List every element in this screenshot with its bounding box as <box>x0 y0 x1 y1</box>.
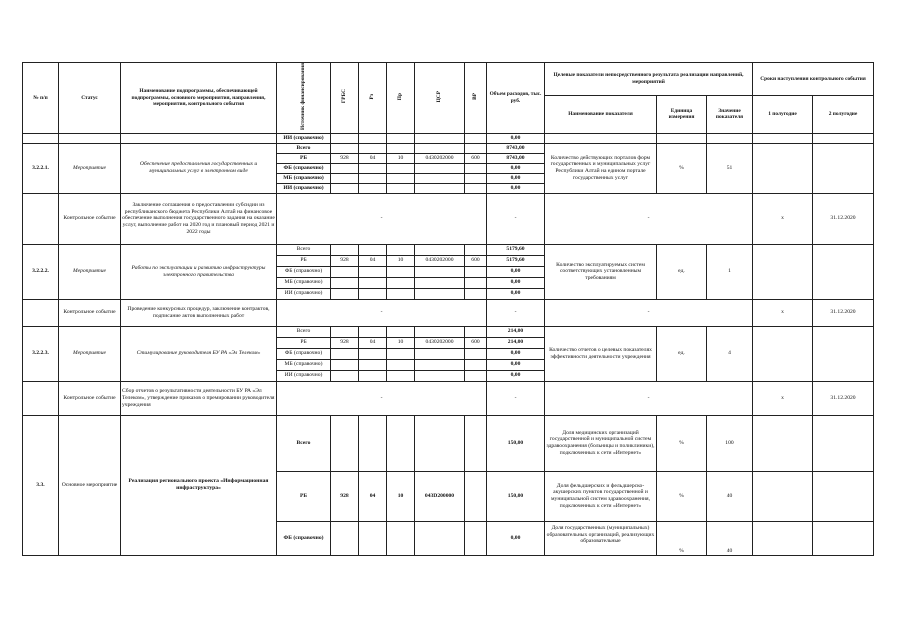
rz-cell <box>359 348 387 359</box>
volume-cell: 5179,60 <box>487 244 545 255</box>
target-unit: ед. <box>657 244 707 299</box>
volume-cell: 0,00 <box>487 183 545 193</box>
header-grbs-cell <box>331 63 359 134</box>
header-targets: Целевые показатели непосредственного результата реализации направлений, мероприятий <box>545 63 753 96</box>
source-cell: ФБ (справочно) <box>277 521 331 555</box>
pr-cell <box>387 266 415 277</box>
rz-cell <box>359 521 387 555</box>
header-volume: Объем расходов, тыс. руб. <box>487 63 545 134</box>
header-csr: ЦСР <box>436 90 443 103</box>
dash-cell: - <box>487 381 545 415</box>
half-1-cell <box>753 521 813 555</box>
half-1-cell <box>753 143 813 193</box>
header-target-name: Наименование показателя <box>545 96 657 134</box>
pr-cell <box>387 359 415 370</box>
source-cell: РБ <box>277 255 331 266</box>
source-cell: РБ <box>277 471 331 521</box>
rz-cell <box>359 370 387 381</box>
dash-cell: - <box>277 381 487 415</box>
half-1-cell: х <box>753 193 813 244</box>
volume-cell: 0,00 <box>487 163 545 173</box>
target-name: Доля государственных (муниципальных) образовательных организаций, реализующих образовательные <box>545 521 657 555</box>
volume-cell: 0,00 <box>487 359 545 370</box>
target-unit: % <box>657 143 707 193</box>
volume-cell: 214,00 <box>487 337 545 348</box>
header-rz: Рз <box>369 93 376 100</box>
pr-cell: 10 <box>387 255 415 266</box>
row-name: Реализация регионального проекта «Информационная инфраструктура» <box>121 415 277 555</box>
volume-cell: 0,00 <box>487 266 545 277</box>
volume-cell: 0,00 <box>487 173 545 183</box>
rz-cell <box>359 244 387 255</box>
header-num: № п/п <box>23 63 59 134</box>
vr-cell <box>465 143 487 153</box>
pr-cell <box>387 415 415 471</box>
half-1-cell <box>753 326 813 381</box>
rz-cell <box>359 143 387 153</box>
csr-cell <box>415 163 465 173</box>
vr-cell: 600 <box>465 153 487 163</box>
volume-cell: 214,00 <box>487 326 545 337</box>
row-number: 3.3. <box>23 415 59 555</box>
half-2-cell <box>813 415 874 471</box>
vr-cell <box>465 266 487 277</box>
header-target-value: Значение показателя <box>707 96 753 134</box>
pr-cell <box>387 163 415 173</box>
header-source-cell <box>277 63 331 134</box>
csr-cell <box>415 326 465 337</box>
half-2-cell <box>813 244 874 299</box>
target-value: 100 <box>707 415 753 471</box>
vr-cell <box>465 163 487 173</box>
csr-cell <box>415 521 465 555</box>
source-cell: ИИ (справочно) <box>277 133 331 143</box>
csr-cell: 0430202000 <box>415 153 465 163</box>
source-cell: РБ <box>277 153 331 163</box>
dash-cell: - <box>277 299 487 326</box>
rz-cell <box>359 163 387 173</box>
pr-cell <box>387 326 415 337</box>
vr-cell <box>465 370 487 381</box>
row-number: 3.2.2.1. <box>23 143 59 193</box>
table-row <box>23 244 874 255</box>
source-cell: ФБ (справочно) <box>277 348 331 359</box>
source-cell: ФБ (справочно) <box>277 163 331 173</box>
dash-cell: - <box>487 299 545 326</box>
grbs-cell <box>331 163 359 173</box>
vr-cell <box>465 244 487 255</box>
row-name: Заключение соглашения о предоставлении субсидии из республиканского бюджета Республики Алтай на финансовое обеспечение выполнения государственного задания на оказание услуг, выполнение работ на 2020 год и плановый период 2021 и 2022 годы <box>121 193 277 244</box>
half-1-cell <box>753 244 813 299</box>
row-status: Мероприятие <box>59 326 121 381</box>
csr-cell <box>415 415 465 471</box>
csr-cell <box>415 183 465 193</box>
vr-cell <box>465 183 487 193</box>
rz-cell <box>359 415 387 471</box>
pr-cell: 10 <box>387 337 415 348</box>
source-cell: МБ (справочно) <box>277 277 331 288</box>
grbs-cell: 928 <box>331 255 359 266</box>
pr-cell <box>387 244 415 255</box>
header-row-1 <box>23 63 874 96</box>
volume-cell: 150,00 <box>487 415 545 471</box>
source-cell: ИИ (справочно) <box>277 370 331 381</box>
grbs-cell <box>331 244 359 255</box>
target-value: 4 <box>707 326 753 381</box>
volume-cell: 0,00 <box>487 288 545 299</box>
volume-cell: 8743,00 <box>487 143 545 153</box>
vr-cell <box>465 326 487 337</box>
header-deadline: Сроки наступления контрольного события <box>753 63 874 96</box>
source-cell: РБ <box>277 337 331 348</box>
half-2-cell: 31.12.2020 <box>813 299 874 326</box>
vr-cell <box>465 415 487 471</box>
pr-cell <box>387 173 415 183</box>
header-vr-cell <box>465 63 487 134</box>
source-cell: Всего <box>277 244 331 255</box>
source-cell: Всего <box>277 415 331 471</box>
volume-cell: 150,00 <box>487 471 545 521</box>
budget-table-sheet <box>22 62 873 556</box>
rz-cell <box>359 359 387 370</box>
half-1-cell <box>753 471 813 521</box>
dash-cell: - <box>277 193 487 244</box>
half-2-cell <box>813 471 874 521</box>
row-number <box>23 193 59 244</box>
target-name: Количество отчетов о целевых показателях эффективности деятельности учреждения <box>545 326 657 381</box>
header-pr-cell <box>387 63 415 134</box>
table-row <box>23 415 874 471</box>
row-status: Мероприятие <box>59 143 121 193</box>
csr-cell <box>415 277 465 288</box>
row-status: Мероприятие <box>59 244 121 299</box>
row-name: Сбор отчетов о результативности деятельности БУ РА «Эл Телеком», утверждение приказов о премировании руководителя учреждения <box>121 381 277 415</box>
grbs-cell <box>331 183 359 193</box>
header-vr: ВР <box>472 93 479 100</box>
vr-cell: 600 <box>465 337 487 348</box>
csr-cell <box>415 359 465 370</box>
grbs-cell <box>331 415 359 471</box>
row-number <box>23 381 59 415</box>
csr-cell <box>415 143 465 153</box>
pr-cell <box>387 288 415 299</box>
rz-cell <box>359 277 387 288</box>
volume-cell: 0,00 <box>487 521 545 555</box>
vr-cell: 600 <box>465 255 487 266</box>
header-name: Наименование подпрограммы, обеспечивающей подпрограммы, основного мероприятия, направления, мероприятия, контрольного события <box>121 63 277 134</box>
row-number: 3.2.2.3. <box>23 326 59 381</box>
pr-cell <box>387 348 415 359</box>
volume-cell: 0,00 <box>487 348 545 359</box>
rz-cell <box>359 288 387 299</box>
csr-cell: 0430202000 <box>415 337 465 348</box>
row-status: Контрольное событие <box>59 299 121 326</box>
source-cell: Всего <box>277 326 331 337</box>
target-value: 1 <box>707 244 753 299</box>
vr-cell <box>465 173 487 183</box>
header-half-2: 2 полугодие <box>813 96 874 134</box>
row-number: 3.2.2.2. <box>23 244 59 299</box>
volume-cell: 0,00 <box>487 277 545 288</box>
grbs-cell <box>331 266 359 277</box>
control-event-row <box>23 299 874 326</box>
grbs-cell: 928 <box>331 337 359 348</box>
grbs-cell <box>331 370 359 381</box>
table-row <box>23 143 874 153</box>
csr-cell: 043D200000 <box>415 471 465 521</box>
row-status: Основное мероприятие <box>59 415 121 555</box>
grbs-cell <box>331 348 359 359</box>
control-event-row <box>23 381 874 415</box>
volume-cell: 0,00 <box>487 370 545 381</box>
grbs-cell <box>331 359 359 370</box>
header-grbs: ГРБС <box>341 89 348 104</box>
source-cell: МБ (справочно) <box>277 173 331 183</box>
pr-cell <box>387 370 415 381</box>
grbs-cell <box>331 521 359 555</box>
source-cell: ИИ (справочно) <box>277 288 331 299</box>
csr-cell <box>415 244 465 255</box>
source-cell: ФБ (справочно) <box>277 266 331 277</box>
rz-cell: 04 <box>359 471 387 521</box>
csr-cell <box>415 266 465 277</box>
rz-cell <box>359 173 387 183</box>
rz-cell: 04 <box>359 255 387 266</box>
row-number <box>23 299 59 326</box>
target-name: Доля фельдшерских и фельдшерско-акушерских пунктов государственной и муниципальной систем здравоохранения, подключенных к сети «Интернет» <box>545 471 657 521</box>
vr-cell <box>465 521 487 555</box>
row-name: Стимулирование руководителя БУ РА «Эл Телеком» <box>121 326 277 381</box>
grbs-cell: 928 <box>331 471 359 521</box>
half-2-cell <box>813 326 874 381</box>
grbs-cell: 928 <box>331 153 359 163</box>
target-name: Количество действующих порталов форм государственных и муниципальных услуг Республики Алтай на едином портале государственных услуг <box>545 143 657 193</box>
volume-cell: 0,00 <box>487 133 545 143</box>
pr-cell <box>387 521 415 555</box>
rz-cell: 04 <box>359 337 387 348</box>
dash-cell: - <box>545 299 753 326</box>
target-unit: % <box>657 521 707 555</box>
csr-cell: 0430202000 <box>415 255 465 266</box>
table-row <box>23 326 874 337</box>
pr-cell: 10 <box>387 153 415 163</box>
header-status: Статус <box>59 63 121 134</box>
row-name: Работы по эксплуатации и развитию инфраструктуры электронного правительства <box>121 244 277 299</box>
rz-cell <box>359 266 387 277</box>
target-unit: ед. <box>657 326 707 381</box>
vr-cell <box>465 348 487 359</box>
csr-cell <box>415 348 465 359</box>
row-name: Проведение конкурсных процедур, заключение контрактов, подписание актов выполненных работ <box>121 299 277 326</box>
pr-cell <box>387 277 415 288</box>
csr-cell <box>415 288 465 299</box>
pr-cell: 10 <box>387 471 415 521</box>
row-name: Обеспечение предоставления государственных и муниципальных услуг в электронном виде <box>121 143 277 193</box>
grbs-cell <box>331 173 359 183</box>
program-measures-table <box>22 62 874 556</box>
source-cell: МБ (справочно) <box>277 359 331 370</box>
header-half-1: 1 полугодие <box>753 96 813 134</box>
vr-cell <box>465 288 487 299</box>
target-unit: % <box>657 471 707 521</box>
pr-cell <box>387 143 415 153</box>
row-status: Контрольное событие <box>59 193 121 244</box>
target-unit: % <box>657 415 707 471</box>
half-1-cell <box>753 415 813 471</box>
header-rz-cell <box>359 63 387 134</box>
vr-cell <box>465 471 487 521</box>
source-cell: ИИ (справочно) <box>277 183 331 193</box>
grbs-cell <box>331 326 359 337</box>
dash-cell: - <box>487 193 545 244</box>
half-2-cell: 31.12.2020 <box>813 193 874 244</box>
dash-cell: - <box>545 381 753 415</box>
csr-cell <box>415 173 465 183</box>
control-event-row <box>23 193 874 244</box>
half-2-cell: 31.12.2020 <box>813 381 874 415</box>
volume-cell: 5179,60 <box>487 255 545 266</box>
half-1-cell: х <box>753 381 813 415</box>
pr-cell <box>387 183 415 193</box>
volume-cell: 8743,00 <box>487 153 545 163</box>
target-name: Доля медицинских организаций государственной и муниципальной систем здравоохранения (больницы и поликлиники), подключенных к сети «Интернет» <box>545 415 657 471</box>
target-value: 40 <box>707 471 753 521</box>
half-2-cell <box>813 143 874 193</box>
half-2-cell <box>813 521 874 555</box>
rz-cell: 04 <box>359 153 387 163</box>
row-status: Контрольное событие <box>59 381 121 415</box>
rz-cell <box>359 183 387 193</box>
grbs-cell <box>331 277 359 288</box>
vr-cell <box>465 277 487 288</box>
table-row <box>23 133 874 143</box>
vr-cell <box>465 359 487 370</box>
target-name: Количество эксплуатируемых систем соответствующих установленным требованиям <box>545 244 657 299</box>
target-value: 40 <box>707 521 753 555</box>
csr-cell <box>415 370 465 381</box>
grbs-cell <box>331 288 359 299</box>
dash-cell: - <box>545 193 753 244</box>
header-csr-cell <box>415 63 465 134</box>
header-target-unit: Единица измерения <box>657 96 707 134</box>
target-value: 51 <box>707 143 753 193</box>
grbs-cell <box>331 143 359 153</box>
source-cell: Всего <box>277 143 331 153</box>
header-source: Источник финансирования <box>300 63 307 130</box>
half-1-cell: х <box>753 299 813 326</box>
header-pr: Пр <box>397 92 404 101</box>
rz-cell <box>359 326 387 337</box>
